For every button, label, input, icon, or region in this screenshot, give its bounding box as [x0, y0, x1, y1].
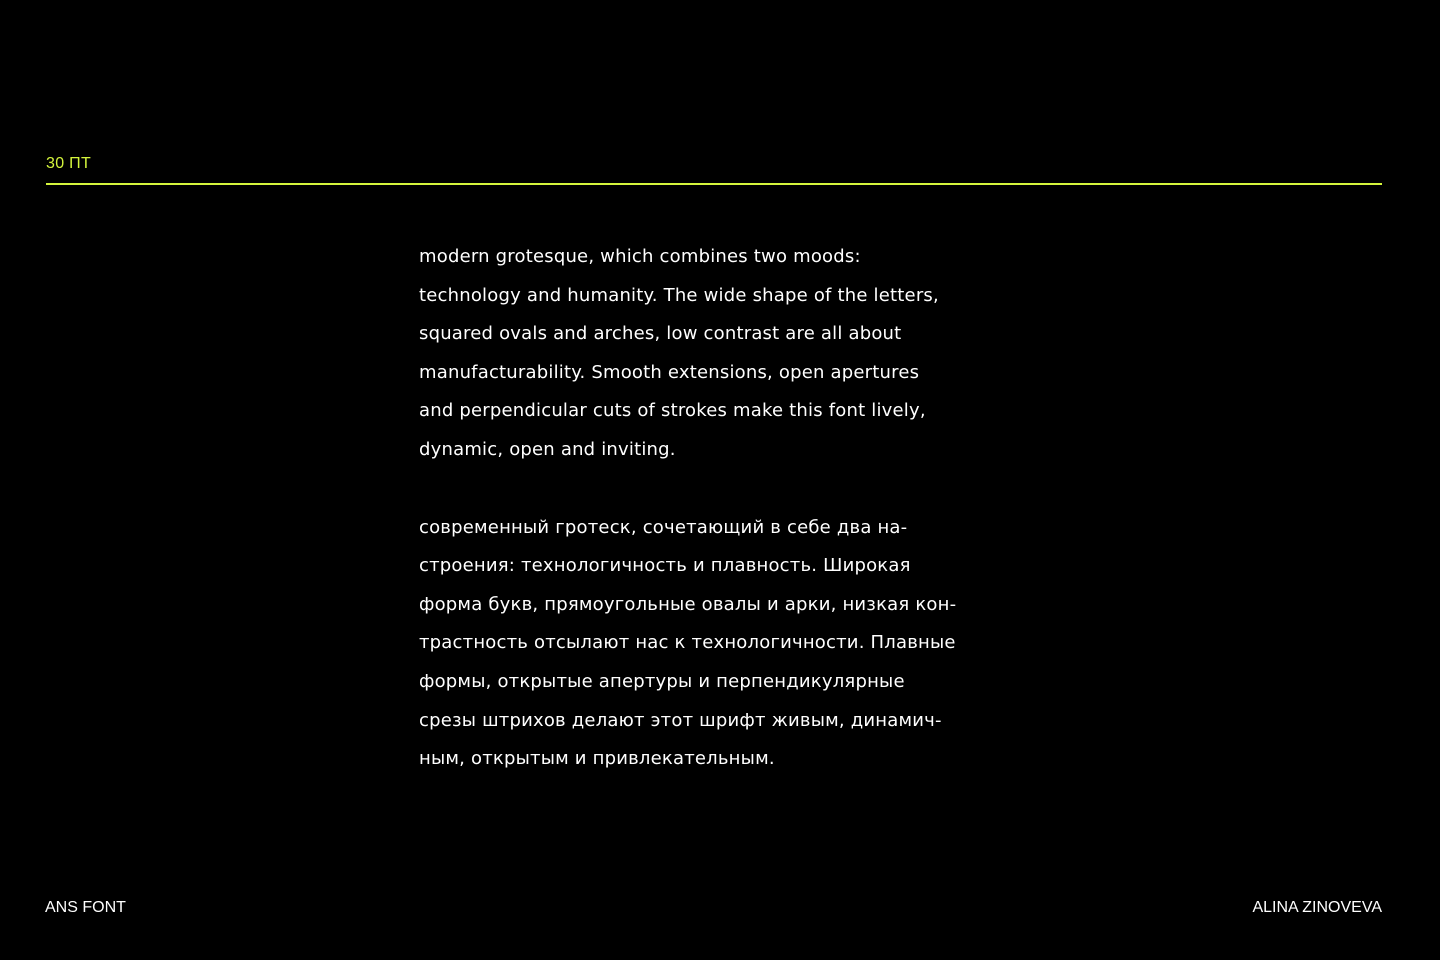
english-line: manufacturability. Smooth extensions, open apertures: [419, 361, 920, 383]
english-paragraph: [419, 238, 1391, 470]
russian-line: форма букв, прямоугольные овалы и арки, низкая кон-: [419, 593, 957, 615]
english-line: dynamic, open and inviting.: [419, 438, 676, 460]
specimen-text-block: [419, 238, 1391, 779]
author-name: ALINA ZINOVEVA: [1252, 899, 1382, 916]
size-label: 30 ПТ: [46, 155, 92, 172]
russian-line: срезы штрихов делают этот шрифт живым, динамич-: [419, 709, 942, 731]
russian-paragraph: [419, 509, 1391, 779]
english-line: and perpendicular cuts of strokes make this font lively,: [419, 400, 926, 422]
russian-line: формы, открытые апертуры и перпендикулярные: [419, 670, 905, 692]
russian-line: строения: технологичность и плавность. Широкая: [419, 555, 911, 577]
russian-line: современный гротеск, сочетающий в себе два на-: [419, 516, 908, 538]
font-name: ANS FONT: [45, 899, 126, 916]
divider-line: [46, 183, 1382, 185]
english-line: technology and humanity. The wide shape of the letters,: [419, 284, 939, 306]
russian-line: ным, открытым и привлекательным.: [419, 748, 775, 770]
english-line: modern grotesque, which combines two moods:: [419, 246, 861, 267]
english-line: squared ovals and arches, low contrast are all about: [419, 323, 902, 345]
russian-line: трастность отсылают нас к технологичности. Плавные: [419, 632, 956, 654]
